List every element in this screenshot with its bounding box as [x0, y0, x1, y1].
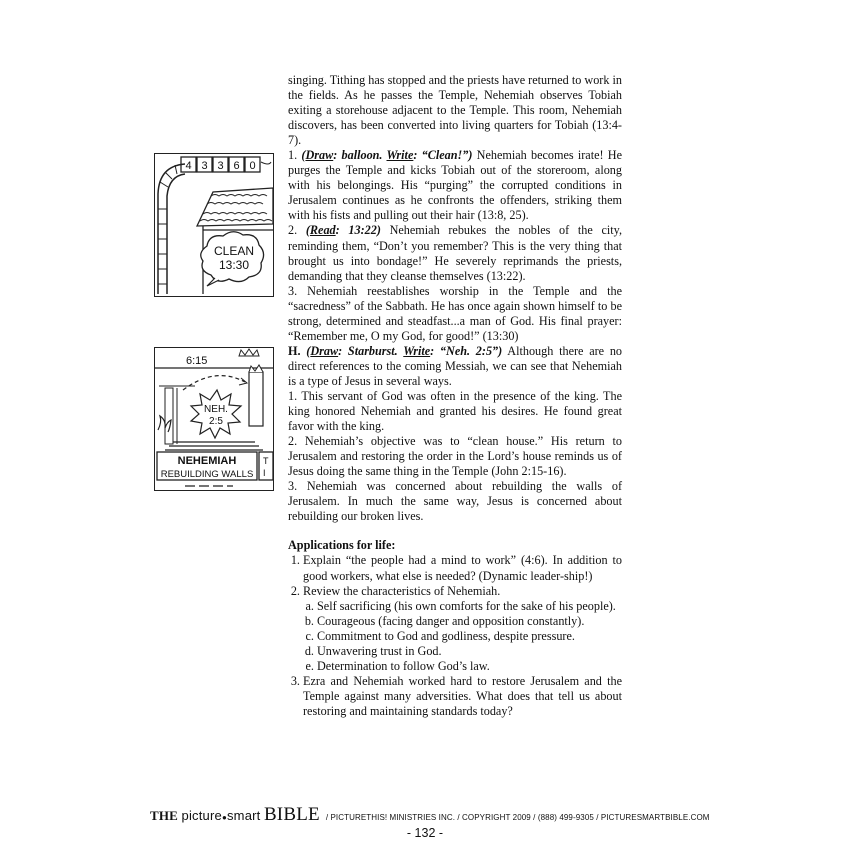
application-item-1: 1. Explain “the people had a mind to work” (4:6). In addition to good workers, what else is needed? (Dynamic leader-ship!) [303, 553, 622, 583]
h-point-2: 2. Nehemiah’s objective was to “clean house.” His return to Jerusalem and restoring the order in the Lord’s house reminds us of Jesus doing the same thing in the Temple (John 2:15-16). [288, 434, 622, 479]
characteristic-d: d. Unwavering trust in God. [317, 644, 622, 659]
applications-heading: Applications for life: [288, 538, 396, 553]
point-3-paragraph: 3. Nehemiah reestablishes worship in the Temple and the “sacredness” of the Sabbath. He has once again shown himself to be strong, determined and steadfast...a man of God. His final prayer: “Remember me, O my God, for good!” (13:30) [288, 283, 622, 343]
characteristics-list [303, 599, 622, 674]
sign-subtitle: REBUILDING WALLS [160, 469, 254, 480]
digit-5: 0 [249, 160, 256, 172]
page-footer [150, 804, 710, 825]
h-point-1: 1. This servant of God was often in the presence of the king. The king honored Nehemiah and granted his desires. He found great favor with the king. [288, 388, 622, 434]
starburst-text-neh: NEH. [204, 404, 228, 415]
point-1-paragraph: 1. (Draw: balloon. Write: “Clean!”) Nehemiah becomes irate! He purges the Temple and kicks Tobiah out of the storeroom, along with his belongings. His “purging” the corrupted conditions in Jerusalem continues as he confronts the offenders, striking them with his fists and pulling out their hair (13:8, 25). [288, 148, 623, 223]
characteristic-b: b. Courageous (facing danger and opposition constantly). [317, 614, 622, 629]
application-item-3: 3. Ezra and Nehemiah worked hard to restore Jerusalem and the Temple against many adversities. What does that tell us about restoring and maintaining standards today? [303, 674, 622, 719]
section-h-paragraph: H. (Draw: Starburst. Write: “Neh. 2:5”) Although there are no direct references to the coming Messiah, we can see that Nehemiah is a type of Jesus in several ways. [288, 343, 623, 388]
digit-3: 3 [217, 160, 224, 172]
footer-meta: / PICTURETHIS! MINISTRIES INC. / COPYRIGHT 2009 / (888) 499-9305 / PICTURESMARTBIBLE.COM [325, 813, 710, 822]
main-text-column [288, 73, 622, 719]
sign-title: NEHEMIAH [177, 455, 237, 467]
illustration-nehemiah-rebuilding-walls [154, 347, 274, 491]
digit-2: 3 [201, 160, 208, 172]
sign-edge-letter-1: T [263, 456, 269, 466]
balloon-text-clean: CLEAN [213, 244, 255, 258]
illustration-clean-13-30 [154, 153, 274, 297]
applications-list [288, 553, 622, 719]
intro-paragraph: singing. Tithing has stopped and the priests have returned to work in the fields. As he passes the Temple, Nehemiah observes Tobiah exiting a storehouse adjacent to the Temple. This room, Nehemiah discovers, has been converted into living quarters for Tobiah (13:4-7). [288, 73, 622, 148]
sign-edge-letter-2: I [263, 468, 266, 478]
h-point-3: 3. Nehemiah was concerned about rebuilding the walls of Jerusalem. In much the same way, Jesus is concerned about rebuilding our broken lives. [288, 479, 622, 524]
characteristic-c: c. Commitment to God and godliness, despite pressure. [317, 629, 622, 644]
application-item-2: 2. Review the characteristics of Nehemiah. a. Self sacrificing (his own comforts for the sake of his people). b. Courageous (facing danger and opposition constantly). c. Commitment to God and godliness, despite pressure. d. Unwavering trust in God. e. Determination to follow God’s law. [303, 584, 622, 674]
time-label: 6:15 [186, 355, 208, 367]
starburst-text-ref: 2:5 [209, 416, 223, 427]
balloon-text-ref: 13:30 [218, 258, 250, 272]
clean-illustration-drawing [155, 154, 273, 296]
brand-logo: THE picture●smart BIBLE [150, 804, 320, 825]
digit-1: 4 [185, 160, 192, 172]
characteristic-a: a. Self sacrificing (his own comforts for the sake of his people). [317, 599, 622, 614]
page-number: - 132 - [406, 826, 444, 840]
nehemiah-illustration-drawing [155, 348, 273, 490]
characteristic-e: e. Determination to follow God’s law. [317, 659, 622, 674]
point-2-paragraph: 2. (Read: 13:22) Nehemiah rebukes the nobles of the city, reminding them, “Don’t you remember? This is the very thing that brought us into bondage!” He severely reprimands the priests, demanding that they cleanse themselves (13:22). [288, 223, 623, 283]
digit-4: 6 [233, 160, 240, 172]
